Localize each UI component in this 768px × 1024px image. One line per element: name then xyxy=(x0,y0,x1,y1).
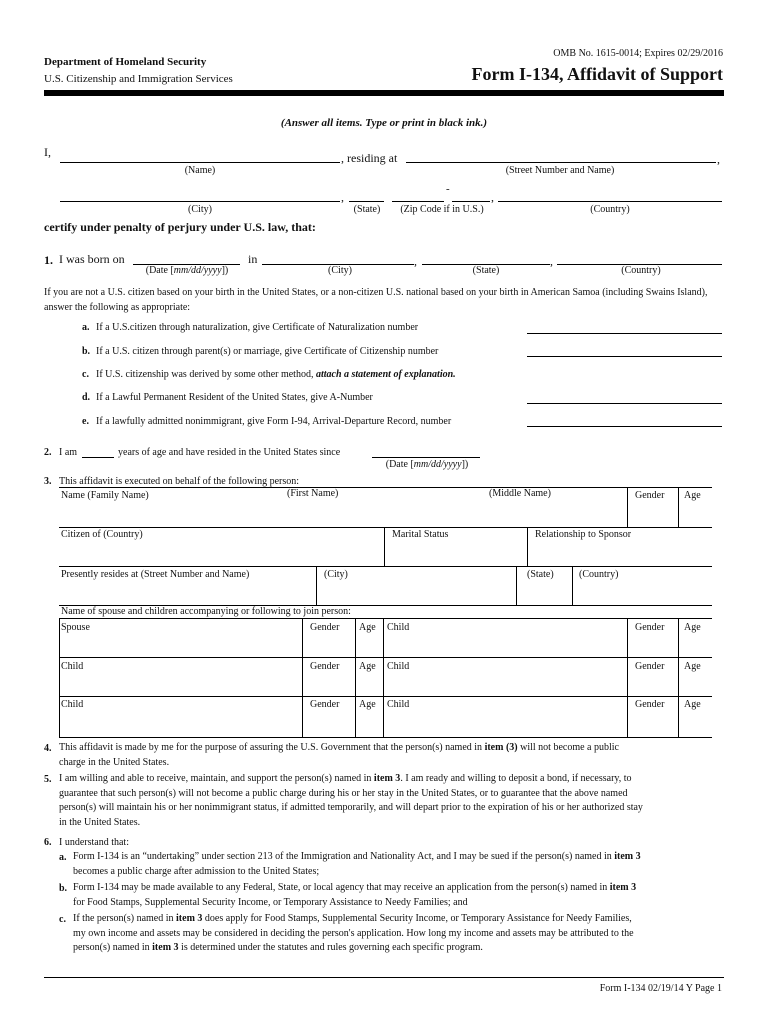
item1a-label: If a U.S.citizen through naturalization, give Certificate of Naturalization number xyxy=(96,322,419,333)
city-field[interactable] xyxy=(60,201,340,202)
instructions: (Answer all items. Type or print in black ink.) xyxy=(280,117,488,129)
comma: , xyxy=(341,190,344,204)
gender-label: Gender xyxy=(635,699,665,710)
table-rule xyxy=(59,566,712,567)
child-label: Child xyxy=(387,699,410,710)
item6c-text: If the person(s) named in item 3 does apply for Food Stamps, Supplemental Security Income, or Temporary Assistance for Needy Families, my own income and assets may be considered in deciding the person's application. How long my income and assets may be attributed to the person(s) named in item 3 is determined under the statutes and rules governing each specific program. xyxy=(73,913,634,953)
naturalization-number-field[interactable] xyxy=(527,333,722,334)
item1e-letter: e. xyxy=(82,416,89,427)
spouse-label: Spouse xyxy=(61,622,90,633)
comma: , xyxy=(491,190,494,204)
comma: , xyxy=(550,254,553,268)
street-caption: (Street Number and Name) xyxy=(505,165,615,176)
col-divider xyxy=(302,618,303,738)
col-divider xyxy=(355,618,356,738)
item1-in: in xyxy=(248,252,258,266)
birth-country-caption: (Country) xyxy=(621,265,661,276)
zip-field[interactable] xyxy=(392,201,444,202)
a-number-field[interactable] xyxy=(527,403,722,404)
intro-i: I, xyxy=(44,145,51,159)
resides-country-label: (Country) xyxy=(579,569,619,580)
subagency-name: U.S. Citizenship and Immigration Services xyxy=(44,73,233,85)
birth-city-caption: (City) xyxy=(328,265,352,276)
gender-label: Gender xyxy=(635,622,665,633)
age-label: Age xyxy=(359,661,376,672)
item2-number: 2. xyxy=(44,447,52,458)
item1b-letter: b. xyxy=(82,346,91,357)
item6c-letter: c. xyxy=(59,914,66,925)
spouse-children-label: Name of spouse and children accompanying or following to join person: xyxy=(61,606,351,617)
country-field[interactable] xyxy=(498,201,722,202)
item6b-letter: b. xyxy=(59,883,68,894)
table-rule xyxy=(59,657,712,658)
age-label: Age xyxy=(359,622,376,633)
item1a-letter: a. xyxy=(82,322,90,333)
comma: , xyxy=(414,254,417,268)
item6-label: I understand that: xyxy=(59,837,129,848)
state-field[interactable] xyxy=(349,201,384,202)
zip-dash: - xyxy=(446,183,450,195)
gender-label: Gender xyxy=(635,661,665,672)
child-label: Child xyxy=(61,699,84,710)
item6-number: 6. xyxy=(44,837,52,848)
item5-number: 5. xyxy=(44,774,52,785)
child-label: Child xyxy=(387,622,410,633)
age-label: Age xyxy=(684,622,701,633)
header-rule xyxy=(44,90,724,96)
item1e-label: If a lawfully admitted nonimmigrant, give Form I-94, Arrival-Departure Record, number xyxy=(96,416,452,427)
agency-name: Department of Homeland Security xyxy=(44,56,207,68)
item1d-letter: d. xyxy=(82,392,91,403)
comma: , xyxy=(717,152,720,166)
item5-text: I am willing and able to receive, maintain, and support the person(s) named in item 3. I am ready and willing to deposit a bond, if necessary, to guarantee that such person(s) will not become a public charge during his or her stay in the United States, or to guarantee that the above named person(s) will maintain his or her nonimmigrant status, if admitted temporarily, and will depart prior to the expiration of his or her authorized stay in the United States. xyxy=(59,773,643,828)
city-caption: (City) xyxy=(188,204,212,215)
col-divider xyxy=(627,487,628,528)
zip-caption: (Zip Code if in U.S.) xyxy=(400,204,484,215)
form-title: Form I-134, Affidavit of Support xyxy=(471,64,723,84)
col-divider xyxy=(678,487,679,528)
relationship-label: Relationship to Sponsor xyxy=(535,529,632,540)
item1d-label: If a Lawful Permanent Resident of the United States, give A-Number xyxy=(96,392,373,403)
col-divider xyxy=(384,527,385,566)
col-divider xyxy=(383,618,384,738)
item1c-letter: c. xyxy=(82,369,89,380)
col-divider xyxy=(527,527,528,566)
age-label: Age xyxy=(684,699,701,710)
name-field[interactable] xyxy=(60,162,340,163)
state-caption: (State) xyxy=(353,204,381,215)
birth-state-caption: (State) xyxy=(472,265,500,276)
table-rule xyxy=(59,696,712,697)
table-rule xyxy=(59,618,712,619)
item4-number: 4. xyxy=(44,743,52,754)
item1-label: I was born on xyxy=(59,252,125,266)
resides-city-label: (City) xyxy=(324,569,348,580)
age-label: Age xyxy=(684,661,701,672)
gender-label: Gender xyxy=(310,699,340,710)
item4-text: This affidavit is made by me for the purpose of assuring the U.S. Government that the person(s) named in item (3) will not become a public charge in the United States. xyxy=(59,742,619,768)
marital-status-label: Marital Status xyxy=(392,529,449,540)
item1c-label: If U.S. citizenship was derived by some other method, attach a statement of explanation. xyxy=(96,369,456,380)
item2-label: years of age and have resided in the United States since xyxy=(118,447,341,458)
gender-label: Gender xyxy=(310,661,340,672)
col-divider xyxy=(516,566,517,605)
item2-i-am: I am xyxy=(59,447,78,458)
child-label: Child xyxy=(61,661,84,672)
middle-name-label: (Middle Name) xyxy=(489,488,551,499)
citizenship-number-field[interactable] xyxy=(527,356,722,357)
child-label: Child xyxy=(387,661,410,672)
beneficiary-name-input[interactable] xyxy=(61,500,625,526)
age-label: Age xyxy=(684,490,701,501)
item6a-text: Form I-134 is an “undertaking” under section 213 of the Immigration and Nationality Act, and I may be sued if the person(s) named in item 3 becomes a public charge after admission to the United States; xyxy=(73,851,641,877)
zip-ext-field[interactable] xyxy=(452,201,490,202)
street-field[interactable] xyxy=(406,162,716,163)
birth-date-caption: (Date [mm/dd/yyyy]) xyxy=(145,265,229,276)
omb-number: OMB No. 1615-0014; Expires 02/29/2016 xyxy=(553,48,723,59)
item6b-text: Form I-134 may be made available to any Federal, State, or local agency that may receive an application from the person(s) named in item 3 for Food Stamps, Supplemental Security Income, or Temporary Assistance to Needy Families; and xyxy=(73,882,637,908)
citizen-of-label: Citizen of (Country) xyxy=(61,529,143,540)
residence-since-field[interactable] xyxy=(372,457,480,458)
col-divider xyxy=(678,618,679,738)
gender-label: Gender xyxy=(635,490,665,501)
footer-text: Form I-134 02/19/14 Y Page 1 xyxy=(599,983,722,994)
age-field[interactable] xyxy=(82,457,114,458)
item6a-letter: a. xyxy=(59,852,67,863)
col-divider xyxy=(316,566,317,605)
item1-number: 1. xyxy=(44,253,53,267)
resides-at-label: Presently resides at (Street Number and Name) xyxy=(61,569,250,580)
first-name-label: (First Name) xyxy=(287,488,339,499)
country-caption: (Country) xyxy=(590,204,630,215)
resides-state-label: (State) xyxy=(527,569,554,580)
col-divider xyxy=(572,566,573,605)
name-family-label: Name (Family Name) xyxy=(61,490,149,501)
item3-label: This affidavit is executed on behalf of the following person: xyxy=(59,476,300,487)
residing-label: , residing at xyxy=(341,151,398,165)
col-divider xyxy=(59,618,60,738)
i94-number-field[interactable] xyxy=(527,426,722,427)
col-divider xyxy=(627,618,628,738)
table-rule xyxy=(59,737,712,738)
table-rule xyxy=(59,487,712,488)
item3-number: 3. xyxy=(44,476,52,487)
footer-rule xyxy=(44,977,724,978)
residence-date-caption: (Date [mm/dd/yyyy]) xyxy=(385,459,469,470)
name-caption: (Name) xyxy=(184,165,216,176)
age-label: Age xyxy=(359,699,376,710)
certify-statement: certify under penalty of perjury under U.S. law, that: xyxy=(44,220,316,234)
item1-instructions: If you are not a U.S. citizen based on your birth in the United States, or a non-citizen U.S. national based on your birth in American Samoa (including Swains Island), answer the following as appropriate: xyxy=(44,287,708,313)
gender-label: Gender xyxy=(310,622,340,633)
item1b-label: If a U.S. citizen through parent(s) or marriage, give Certificate of Citizenship number xyxy=(96,346,439,357)
table-rule xyxy=(59,527,712,528)
